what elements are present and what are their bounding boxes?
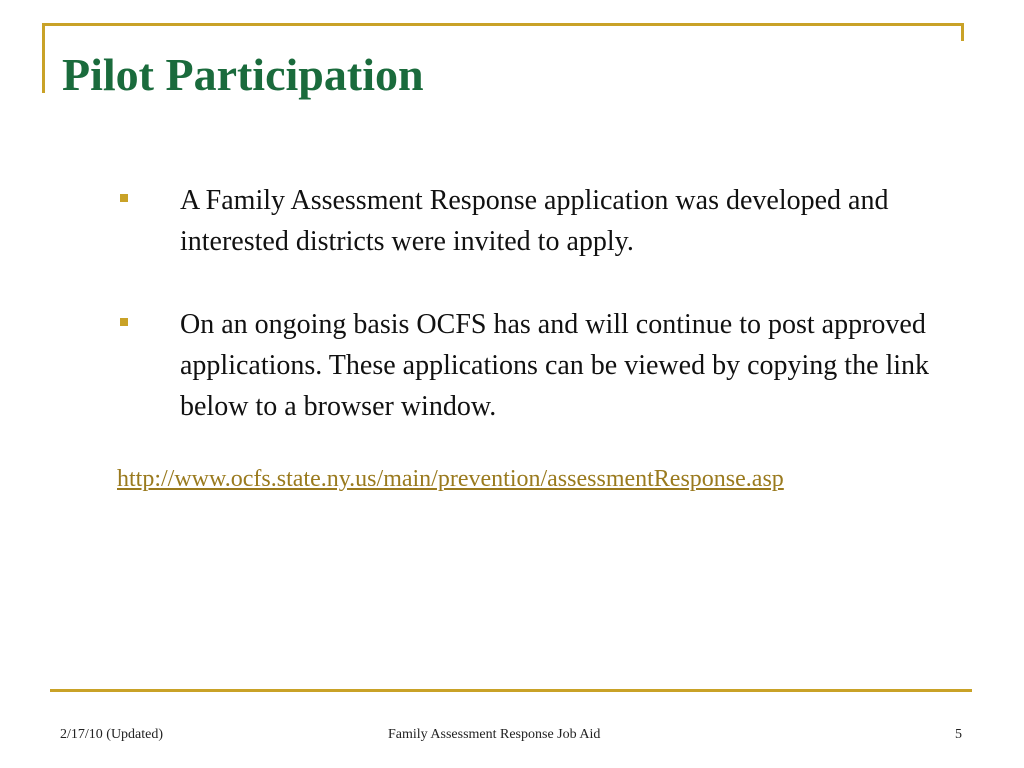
bullet-text: On an ongoing basis OCFS has and will continue to post approved applications. These applications can be viewed by copying the link below to a browser window. [180,309,930,422]
footer-title: Family Assessment Response Job Aid [388,727,601,742]
frame-top-rule [42,23,964,26]
square-bullet-icon [120,194,128,202]
square-bullet-icon [120,318,128,326]
frame-left-rule [42,23,45,93]
bullet-list [118,180,938,469]
frame-right-rule [961,23,964,41]
footer-date: 2/17/10 (Updated) [60,727,164,742]
bullet-item [118,304,938,427]
bullet-text: A Family Assessment Response application was developed and interested districts were invited to apply. [180,185,889,257]
slide-title: Pilot Participation [62,49,424,100]
slide-number: 5 [955,727,962,742]
bullet-item [118,180,938,262]
assessment-response-link[interactable]: http://www.ocfs.state.ny.us/main/prevention/assessmentResponse.asp [117,466,784,492]
footer-divider [50,689,972,692]
